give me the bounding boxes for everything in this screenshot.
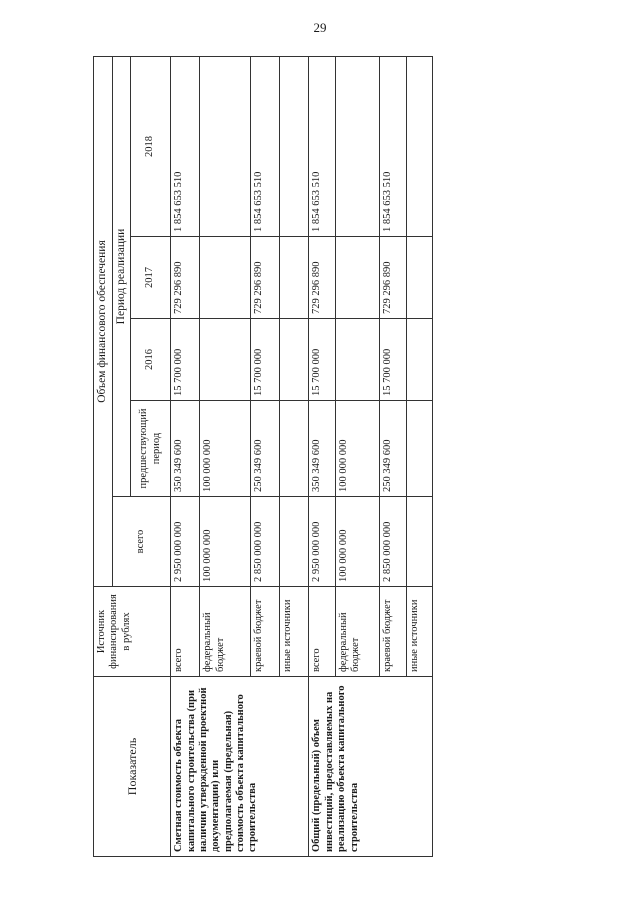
header-year-2018: 2018 (131, 56, 171, 236)
page-number: 29 (313, 20, 327, 35)
year-2018-cell: 1 854 653 510 (309, 56, 335, 236)
year-2017-cell (335, 237, 380, 319)
year-2017-cell: 729 296 890 (380, 237, 406, 319)
source-cell: иные источники (406, 587, 432, 677)
year-2018-cell (280, 56, 309, 236)
year-2016-cell (406, 319, 432, 401)
previous-cell: 350 349 600 (171, 401, 200, 497)
header-indicator: Показатель (94, 677, 171, 857)
header-year-2016: 2016 (131, 319, 171, 401)
year-2016-cell (280, 319, 309, 401)
source-cell: федеральный бюджет (200, 587, 250, 677)
rotated-table-wrapper (93, 57, 433, 857)
year-2018-cell (406, 56, 432, 236)
financing-table (93, 56, 433, 857)
year-2016-cell: 15 700 000 (309, 319, 335, 401)
source-cell: федеральный бюджет (335, 587, 380, 677)
header-row-1 (94, 56, 113, 856)
total-cell: 2 850 000 000 (380, 497, 406, 587)
indicator-cell: Сметная стоимость объекта капитального строительства (при наличии утвержденной проектной документации) или предполагаемая (предельная) стоимость объекта капитального строительства (171, 677, 309, 857)
year-2016-cell: 15 700 000 (171, 319, 200, 401)
total-cell: 2 950 000 000 (171, 497, 200, 587)
header-volume: Объем финансового обеспечения (94, 56, 113, 586)
source-cell: всего (171, 587, 200, 677)
total-cell (280, 497, 309, 587)
year-2018-cell (335, 56, 380, 236)
previous-cell: 250 349 600 (250, 401, 279, 497)
previous-cell: 250 349 600 (380, 401, 406, 497)
year-2017-cell: 729 296 890 (309, 237, 335, 319)
year-2017-cell (406, 237, 432, 319)
source-cell: краевой бюджет (250, 587, 279, 677)
total-cell: 2 850 000 000 (250, 497, 279, 587)
header-total: всего (112, 497, 171, 587)
year-2017-cell (200, 237, 250, 319)
year-2017-cell: 729 296 890 (250, 237, 279, 319)
year-2018-cell: 1 854 653 510 (380, 56, 406, 236)
previous-cell: 100 000 000 (200, 401, 250, 497)
header-source: Источник финансирования в рублях (94, 587, 171, 677)
total-cell: 2 950 000 000 (309, 497, 335, 587)
previous-cell: 100 000 000 (335, 401, 380, 497)
year-2016-cell: 15 700 000 (380, 319, 406, 401)
previous-cell: 350 349 600 (309, 401, 335, 497)
year-2018-cell (200, 56, 250, 236)
year-2016-cell (200, 319, 250, 401)
total-cell: 100 000 000 (200, 497, 250, 587)
previous-cell (406, 401, 432, 497)
source-cell: всего (309, 587, 335, 677)
source-cell: иные источники (280, 587, 309, 677)
header-previous-period: предшествующий период (131, 401, 171, 497)
header-year-2017: 2017 (131, 237, 171, 319)
year-2016-cell: 15 700 000 (250, 319, 279, 401)
total-cell (406, 497, 432, 587)
total-cell: 100 000 000 (335, 497, 380, 587)
year-2018-cell: 1 854 653 510 (171, 56, 200, 236)
indicator-cell: Общий (предельный) объем инвестиций, предоставляемых на реализацию объекта капитального строительства (309, 677, 433, 857)
year-2017-cell (280, 237, 309, 319)
year-2016-cell (335, 319, 380, 401)
previous-cell (280, 401, 309, 497)
year-2017-cell: 729 296 890 (171, 237, 200, 319)
year-2018-cell: 1 854 653 510 (250, 56, 279, 236)
header-period: Период реализации (112, 56, 131, 496)
source-cell: краевой бюджет (380, 587, 406, 677)
table-row (171, 56, 200, 856)
table-row (309, 56, 335, 856)
